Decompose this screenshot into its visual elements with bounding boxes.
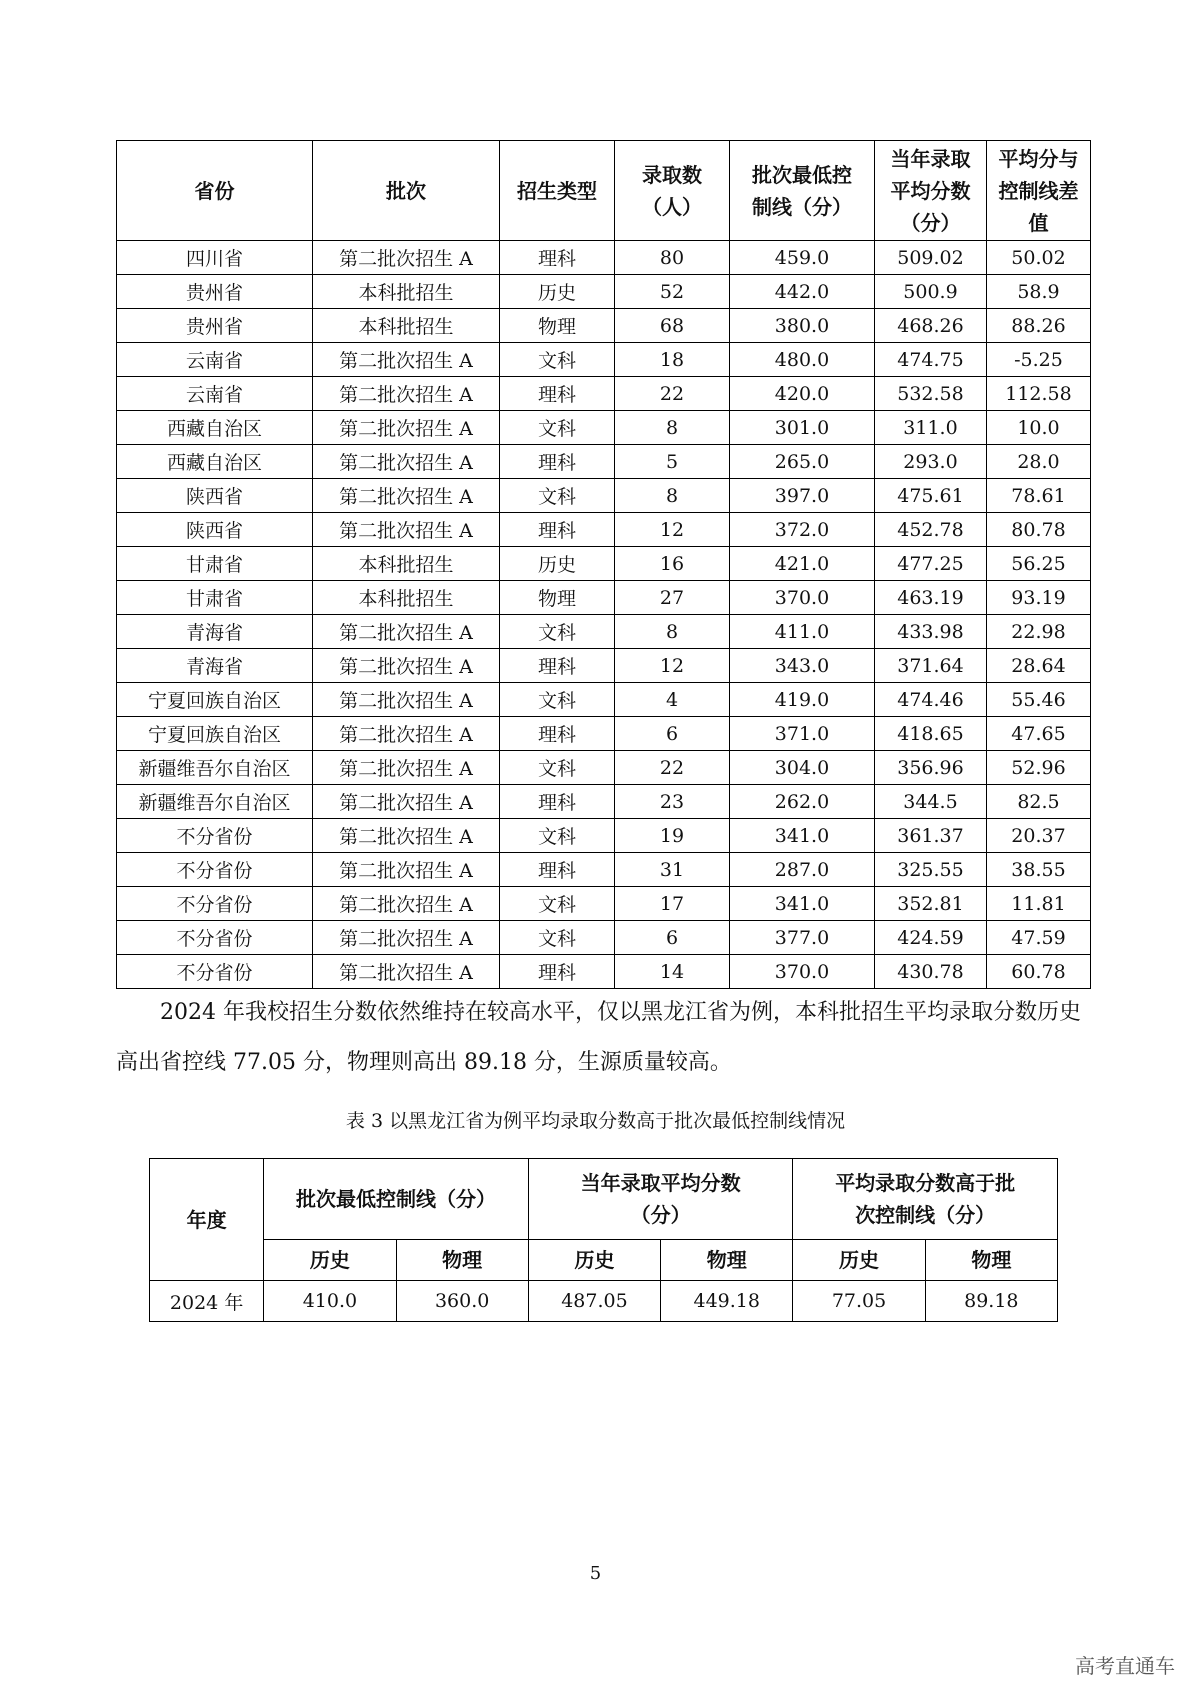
table-cell: 411.0	[730, 615, 875, 649]
col-header-avg-score: 当年录取平均分数（分）	[875, 141, 987, 241]
table-row	[117, 683, 1091, 717]
table-cell: -5.25	[987, 343, 1091, 377]
table-cell: 343.0	[730, 649, 875, 683]
table-cell: 四川省	[117, 241, 313, 275]
table-cell: 理科	[500, 377, 615, 411]
table-cell: 本科批招生	[313, 547, 500, 581]
table-row	[117, 955, 1091, 989]
table-cell: 311.0	[875, 411, 987, 445]
table-cell: 第二批次招生 A	[313, 785, 500, 819]
heilongjiang-table	[149, 1158, 1058, 1322]
table-cell: 第二批次招生 A	[313, 921, 500, 955]
table-cell: 第二批次招生 A	[313, 513, 500, 547]
table-cell: 360.0	[396, 1281, 528, 1322]
table-cell: 421.0	[730, 547, 875, 581]
table-cell: 344.5	[875, 785, 987, 819]
table-row	[117, 411, 1091, 445]
table-cell: 262.0	[730, 785, 875, 819]
table-cell: 293.0	[875, 445, 987, 479]
table-cell: 22.98	[987, 615, 1091, 649]
table-cell: 第二批次招生 A	[313, 887, 500, 921]
table-row	[117, 649, 1091, 683]
table-cell: 28.64	[987, 649, 1091, 683]
table-cell: 80.78	[987, 513, 1091, 547]
table-cell: 文科	[500, 615, 615, 649]
table-cell: 文科	[500, 887, 615, 921]
table-cell: 93.19	[987, 581, 1091, 615]
table-cell: 80	[615, 241, 730, 275]
table-cell: 第二批次招生 A	[313, 955, 500, 989]
table-cell: 云南省	[117, 377, 313, 411]
table-cell: 370.0	[730, 581, 875, 615]
table-cell: 贵州省	[117, 309, 313, 343]
table-cell: 第二批次招生 A	[313, 819, 500, 853]
table-cell: 第二批次招生 A	[313, 241, 500, 275]
table-cell: 贵州省	[117, 275, 313, 309]
table-cell: 甘肃省	[117, 547, 313, 581]
table-cell: 112.58	[987, 377, 1091, 411]
table-cell: 不分省份	[117, 853, 313, 887]
table-cell: 20.37	[987, 819, 1091, 853]
table-cell: 449.18	[661, 1281, 793, 1322]
table-row	[117, 309, 1091, 343]
table-cell: 8	[615, 615, 730, 649]
table-caption: 表 3 以黑龙江省为例平均录取分数高于批次最低控制线情况	[345, 1110, 846, 1132]
table-cell: 433.98	[875, 615, 987, 649]
table-cell: 19	[615, 819, 730, 853]
group-header-control-line: 批次最低控制线（分）	[264, 1159, 529, 1240]
table-cell: 301.0	[730, 411, 875, 445]
table-cell: 418.65	[875, 717, 987, 751]
table-cell: 352.81	[875, 887, 987, 921]
table-cell: 419.0	[730, 683, 875, 717]
table-cell: 宁夏回族自治区	[117, 683, 313, 717]
table-cell: 云南省	[117, 343, 313, 377]
table-row	[117, 887, 1091, 921]
table-cell: 理科	[500, 955, 615, 989]
table-cell: 第二批次招生 A	[313, 411, 500, 445]
table-cell: 8	[615, 411, 730, 445]
table-cell: 325.55	[875, 853, 987, 887]
table-cell: 不分省份	[117, 955, 313, 989]
table-cell: 第二批次招生 A	[313, 343, 500, 377]
table-cell: 341.0	[730, 887, 875, 921]
table-cell: 5	[615, 445, 730, 479]
table-row	[150, 1281, 1058, 1322]
table-cell: 青海省	[117, 615, 313, 649]
table-cell: 68	[615, 309, 730, 343]
table-cell: 新疆维吾尔自治区	[117, 785, 313, 819]
table-cell: 480.0	[730, 343, 875, 377]
table-cell: 28.0	[987, 445, 1091, 479]
table-cell: 2024 年	[150, 1281, 264, 1322]
table-cell: 第二批次招生 A	[313, 683, 500, 717]
table-cell: 420.0	[730, 377, 875, 411]
table-cell: 陕西省	[117, 479, 313, 513]
table-row	[117, 377, 1091, 411]
table-row	[117, 343, 1091, 377]
table-cell: 西藏自治区	[117, 411, 313, 445]
table-row	[117, 513, 1091, 547]
table-cell: 理科	[500, 445, 615, 479]
table-row	[117, 275, 1091, 309]
admission-table	[116, 140, 1091, 989]
table-cell: 10.0	[987, 411, 1091, 445]
table-cell: 47.59	[987, 921, 1091, 955]
table-cell: 12	[615, 513, 730, 547]
table-cell: 265.0	[730, 445, 875, 479]
table-cell: 本科批招生	[313, 309, 500, 343]
table-row	[117, 819, 1091, 853]
table-cell: 12	[615, 649, 730, 683]
table-cell: 16	[615, 547, 730, 581]
table-cell: 文科	[500, 819, 615, 853]
table-cell: 物理	[500, 309, 615, 343]
table-cell: 17	[615, 887, 730, 921]
table-cell: 88.26	[987, 309, 1091, 343]
table-cell: 历史	[500, 547, 615, 581]
table-row	[117, 581, 1091, 615]
table-cell: 372.0	[730, 513, 875, 547]
table-cell: 历史	[500, 275, 615, 309]
table-cell: 371.0	[730, 717, 875, 751]
table-subheader-row	[150, 1240, 1058, 1281]
group-header-avg-score: 当年录取平均分数（分）	[528, 1159, 793, 1240]
table-cell: 532.58	[875, 377, 987, 411]
table-cell: 第二批次招生 A	[313, 377, 500, 411]
table-header-row	[117, 141, 1091, 241]
table-cell: 理科	[500, 717, 615, 751]
table-cell: 宁夏回族自治区	[117, 717, 313, 751]
table-cell: 6	[615, 717, 730, 751]
table-cell: 474.46	[875, 683, 987, 717]
table-cell: 14	[615, 955, 730, 989]
table-cell: 青海省	[117, 649, 313, 683]
table-cell: 11.81	[987, 887, 1091, 921]
table-cell: 463.19	[875, 581, 987, 615]
table-cell: 27	[615, 581, 730, 615]
table-body	[117, 241, 1091, 989]
table-cell: 6	[615, 921, 730, 955]
table-cell: 22	[615, 751, 730, 785]
table-cell: 第二批次招生 A	[313, 649, 500, 683]
table-cell: 不分省份	[117, 921, 313, 955]
table-cell: 新疆维吾尔自治区	[117, 751, 313, 785]
col-header-type: 招生类型	[500, 141, 615, 241]
table-cell: 文科	[500, 479, 615, 513]
table-cell: 380.0	[730, 309, 875, 343]
table-row	[117, 445, 1091, 479]
table-cell: 356.96	[875, 751, 987, 785]
table-cell: 371.64	[875, 649, 987, 683]
table-cell: 理科	[500, 785, 615, 819]
table-cell: 31	[615, 853, 730, 887]
table-cell: 22	[615, 377, 730, 411]
table-cell: 370.0	[730, 955, 875, 989]
table-row	[117, 853, 1091, 887]
table-cell: 理科	[500, 241, 615, 275]
table-cell: 文科	[500, 683, 615, 717]
table-cell: 理科	[500, 649, 615, 683]
table-cell: 52	[615, 275, 730, 309]
table-cell: 509.02	[875, 241, 987, 275]
table-cell: 58.9	[987, 275, 1091, 309]
table-cell: 89.18	[925, 1281, 1057, 1322]
table-cell: 38.55	[987, 853, 1091, 887]
summary-paragraph: 2024 年我校招生分数依然维持在较高水平，仅以黑龙江省为例，本科批招生平均录取分数历史高出省控线 77.05 分，物理则高出 89.18 分，生源质量较高。	[116, 1000, 1081, 1075]
table-cell: 第二批次招生 A	[313, 615, 500, 649]
col-header-batch: 批次	[313, 141, 500, 241]
col-header-control-line: 批次最低控制线（分）	[730, 141, 875, 241]
table-cell: 第二批次招生 A	[313, 445, 500, 479]
table-header-row	[150, 1159, 1058, 1240]
table-cell: 50.02	[987, 241, 1091, 275]
table-cell: 陕西省	[117, 513, 313, 547]
table-cell: 第二批次招生 A	[313, 479, 500, 513]
table-cell: 304.0	[730, 751, 875, 785]
table-cell: 第二批次招生 A	[313, 751, 500, 785]
table-cell: 468.26	[875, 309, 987, 343]
table-cell: 第二批次招生 A	[313, 717, 500, 751]
table-cell: 甘肃省	[117, 581, 313, 615]
sub-header-history: 历史	[793, 1240, 925, 1281]
sub-header-physics: 物理	[925, 1240, 1057, 1281]
col-header-diff: 平均分与控制线差值	[987, 141, 1091, 241]
table-row	[117, 785, 1091, 819]
table-cell: 不分省份	[117, 819, 313, 853]
table-row	[117, 241, 1091, 275]
table-cell: 理科	[500, 853, 615, 887]
table-cell: 77.05	[793, 1281, 925, 1322]
page-number: 5	[589, 1563, 602, 1584]
table-cell: 424.59	[875, 921, 987, 955]
table-cell: 文科	[500, 343, 615, 377]
table-cell: 8	[615, 479, 730, 513]
table-cell: 474.75	[875, 343, 987, 377]
sub-header-history: 历史	[528, 1240, 660, 1281]
col-header-year: 年度	[150, 1159, 264, 1281]
table-cell: 23	[615, 785, 730, 819]
table-row	[117, 479, 1091, 513]
table-row	[117, 717, 1091, 751]
table-cell: 47.65	[987, 717, 1091, 751]
table-cell: 287.0	[730, 853, 875, 887]
table-cell: 西藏自治区	[117, 445, 313, 479]
table-cell: 341.0	[730, 819, 875, 853]
table-cell: 18	[615, 343, 730, 377]
table-cell: 第二批次招生 A	[313, 853, 500, 887]
table-cell: 本科批招生	[313, 275, 500, 309]
table-cell: 理科	[500, 513, 615, 547]
col-header-province: 省份	[117, 141, 313, 241]
table-row	[117, 615, 1091, 649]
table-cell: 377.0	[730, 921, 875, 955]
table-cell: 文科	[500, 751, 615, 785]
sub-header-physics: 物理	[396, 1240, 528, 1281]
table-cell: 442.0	[730, 275, 875, 309]
table-cell: 430.78	[875, 955, 987, 989]
table-cell: 410.0	[264, 1281, 396, 1322]
table-cell: 397.0	[730, 479, 875, 513]
table-cell: 不分省份	[117, 887, 313, 921]
table-cell: 55.46	[987, 683, 1091, 717]
table-cell: 52.96	[987, 751, 1091, 785]
table-cell: 56.25	[987, 547, 1091, 581]
sub-header-physics: 物理	[661, 1240, 793, 1281]
table-cell: 477.25	[875, 547, 987, 581]
table-cell: 500.9	[875, 275, 987, 309]
table-cell: 452.78	[875, 513, 987, 547]
table-cell: 78.61	[987, 479, 1091, 513]
group-header-above-line: 平均录取分数高于批次控制线（分）	[793, 1159, 1058, 1240]
table-row	[117, 921, 1091, 955]
table-cell: 文科	[500, 411, 615, 445]
table-cell: 物理	[500, 581, 615, 615]
sub-header-history: 历史	[264, 1240, 396, 1281]
watermark-text: 高考直通车	[1075, 1654, 1175, 1678]
table-cell: 60.78	[987, 955, 1091, 989]
table-cell: 本科批招生	[313, 581, 500, 615]
table-cell: 文科	[500, 921, 615, 955]
table-row	[117, 547, 1091, 581]
table-cell: 475.61	[875, 479, 987, 513]
table-cell: 487.05	[528, 1281, 660, 1322]
col-header-count: 录取数（人）	[615, 141, 730, 241]
table-row	[117, 751, 1091, 785]
table-cell: 459.0	[730, 241, 875, 275]
table-cell: 82.5	[987, 785, 1091, 819]
table-cell: 4	[615, 683, 730, 717]
table-cell: 361.37	[875, 819, 987, 853]
